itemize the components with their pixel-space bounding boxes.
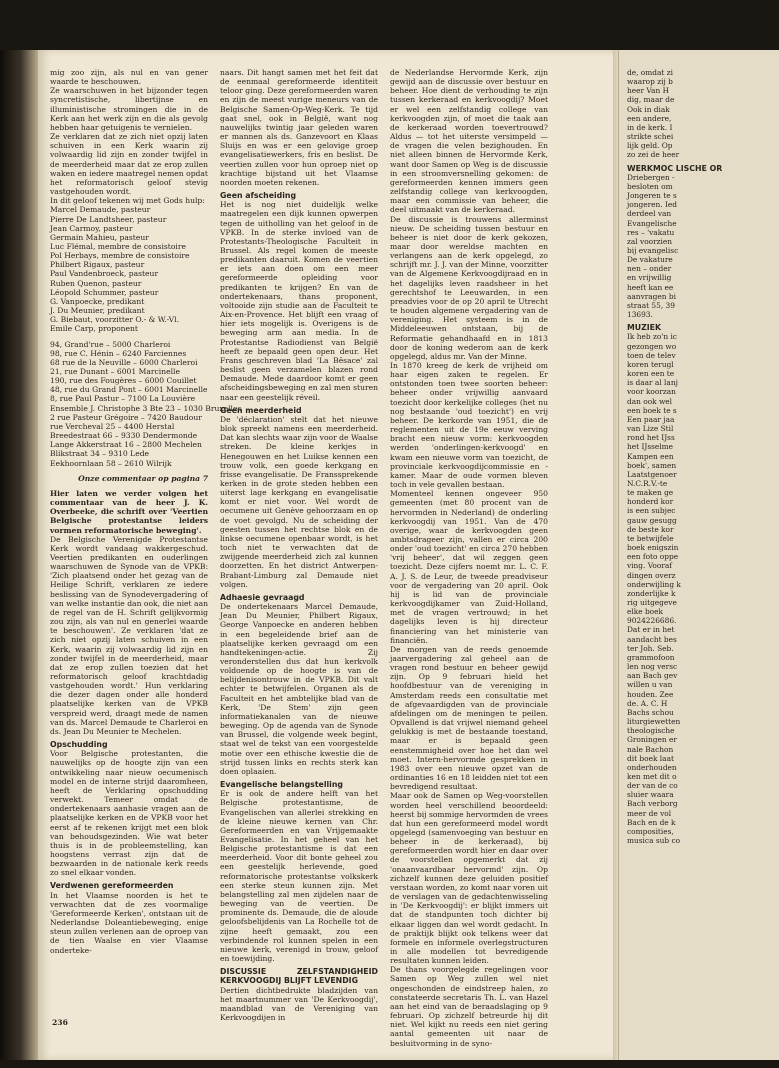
paragraph-belangstelling: Er is ook de andere helft van het Belgische protestantisme, de Evangelischen van allerlei strekking en de kleine nieuwe kernen van Chr. Gereformeerden en van Vrijgemaakte Evangelisatie. In het geheel van het Belgische protestantisme is dat een meerderheid. Voor dit bonte geheel zou een geestelijk herlevende, goed reformatorische protestantse volkskerk een sterke steun kunnen zijn. Met belangstelling zal men zijdelen naar de beweging van de veertien. De prominente ds. Demaude, die de aloude geloofsbelijdenis van La Rochelle tot de zijne heeft gemaakt, zou een verbindende rol kunnen spelen in een nieuwe kerk, verenigd in trouw, geloof en toewijding. [220,789,378,964]
facing-line: heer Van H [627,86,670,96]
facing-line: dit boek laat [627,753,674,763]
signatories-list [50,205,208,333]
facing-line: gauw gesugg [627,515,677,525]
signatory-name: Marcel Demaude, pasteur [50,205,151,215]
heading-belangstelling: Evangelische belangstelling [220,780,343,790]
declaration-paragraph: In dit geloof tekenen wij met Gods hulp: [50,196,205,206]
commentary-paragraph: De Belgische Verenigde Protestantse Kerk wordt vandaag wakkergeschud. Veertien predikanten en ouderlingen waarschuwen de Synode van de VPKB: 'Zich plaatsend onder het gezag van de Heilige Schrift, verklaren ze iedere beslissing van de Synodevergadering of van welke instantie dan ook, die niet aan de regel van de H. Schrift gelijkvormig zou zijn, als van nul en generlei waarde te beschouwen'. Ze verklaren 'dat ze zich niet opzij laten schuiven in een Kerk, waarin zij volwaardig lid zijn en zonder twijfel in de meerderheid, maar dat ze erop zullen toezien dat het reformatorisch geloof krachtdadig vastgehouden wordt.' Hun verklaring die dezer dagen onder alle honderd plaatselijke kerken van de VPKB verspreid werd, draagt mede de namen van ds. Marcel Demaude te Charleroi en ds. Jean Du Meunier te Mechelen. [50,534,208,736]
facing-line: dingen overz [627,570,676,580]
facing-line: Ik heb zo'n ic [627,332,677,342]
signatory-address: Blikstraat 34 – 9310 Lede [50,449,150,459]
page-number: 236 [52,1018,68,1027]
facing-line: grammofoon [627,652,675,662]
declaration-paragraph: Ze verklaren dat ze zich niet opzij laten schuiven in een Kerk waarin zij volwaardig lid zijn en zonder twijfel in de meerderheid maar dat ze erop zullen waken en iedere maatregel nemen opdat het reformatorisch geloof stevig vastgehouden wordt. [50,132,208,197]
signatory-address: 190, rue des Fougères – 6000 Couillet [50,376,197,386]
article-paragraph: De discussie is trouwens allerminst nieuw. De scheiding tussen bestuur en beheer is niet door de kerk gekozen, maar door wereldse machten en verlangens aan de kerk opgelegd, zo schrijft mr. J. J. van der Minne, voorzitter van de Algemene Kerkvoogdijraad en in het dagelijks leven raadsheer in het gerechtshof te Leeuwarden, in een preadvies voor de op 20 april te Utrecht te houden algemene vergadering van de vereniging. Het systeem is in de Middeleeuwen ontstaan, bij de Reformatie gehandhaafd en in 1813 door de koning wederom aan de kerk opgelegd, aldus mr. Van der Minne. [390,214,548,361]
signatory-name: G. Biebaut, voorzitter O.- & W.-Vl. [50,315,179,325]
heading-discussie: DISCUSSIE ZELFSTANDIGHEID KERKVOOGDIJ BLIJFT LEVENDIG [220,967,378,986]
facing-line: musica sub co [627,836,681,846]
continued-note: Onze commentaar op pagina 7 [78,473,208,483]
addresses-list [50,339,242,468]
facing-line: meer de vol [627,808,672,818]
signatory-name: Paul Vandenbroeck, pasteur [50,269,159,279]
signatory-name: Ruben Quenon, pasteur [50,278,142,288]
paragraph-discussie: Dertien dichtbedrukte bladzijden van het maartnummer van 'De Kerkvoogdij', maandblad van de Vereniging van Kerkvoogdijen in [220,985,378,1023]
facing-line: besloten om [627,181,673,191]
paragraph-col2-top: naars. Dit hangt samen met het feit dat de eenmaal gereformeerde identiteit teloor ging. Deze gereformeerden waren en zijn de meest vurige meneurs van de Belgische Samen-Op-Weg-Kerk. Te tijd gaat snel, ook in België, want nog nauwelijks twintig jaar geleden waren er mannen als ds. Ganzevoort en Klaas Sluijs en was er een gelovige groep evangelisatiewerkers, fris en beslist. De veertien zullen voor hun oproep niet op krachtige bijstand uit het Vlaamse noorden moeten rekenen. [220,68,378,187]
facing-line: zo zei de heer [627,150,680,160]
signatory-address: Breedestraat 66 – 9330 Dendermonde [50,431,198,441]
signatory-name: Jean Carmoy, pasteur [50,223,133,233]
facing-line: de. A. C. H [627,698,668,708]
facing-line: Groningen er [627,735,677,745]
facing-line: zal voorzien [627,236,673,246]
facing-line: is daar al lanj [627,378,678,388]
paragraph-gevraagd: De ondertekenaars Marcel Demaude, Jean Du Meunier, Philbert Rigaux, George Vanpoecke en anderen hebben in een begeleidende brief aan de plaatselijke kerken gevraagd om een handtekeningen-actie. Zij veronderstellen dus dat hun kerkvolk voldoende op de hoogte is van de belijdenisontrouw in de VPKB. Dit valt echter te betwijfelen. Organen als de Faculteit en het ambtelijke blad van de Kerk, 'De Stem' zijn geen informatiekanalen van de nieuwe beweging. Op de agenda van de Synode van Brussel, die volgende week begint, staat wel de tekst van een voorgestelde motie over een ethische kwestie die de strijd tussen links en rechts sterk kan doen oplaaien. [220,602,378,776]
facing-line: aan Bach gev [627,671,678,681]
facing-line: een boek te s [627,405,677,415]
article-paragraph: De morgen van de reeds genoemde jaarvergadering zal geheel aan de vragen rond bestuur en beheer gewijd zijn. Op 9 februari hield het hoofdbestuur van de vereniging in Amsterdam reeds een consultatie met de afgevaardigden van de provinciale afdelingen om de meningen te peilen. Opvallend is dat vrijwel niemand geheel gelukkig is met de bestaande toestand, maar er is bepaald geen eenstemmigheid over hoe het dan wel moet. Intern-hervormde gesprekken in 1983 over een nieuwe opzet van de ordinanties 16 en 18 leidden niet tot een bevredigend resultaat. [390,644,548,792]
signatory-name: Luc Flémal, membre de consistoire [50,241,186,251]
kerkvoogdij-article [390,68,548,1048]
facing-line: len nog versc [627,662,678,672]
facing-line: Driebergen - [627,172,675,182]
declaration-paragraph: mig zoo zijn, als nul en van gener waarde te beschouwen. [50,68,208,87]
paragraph-opschudding: Voor Belgische protestanten, die nauwelijks op de hoogte zijn van een ontwikkeling naar nieuw oecumenisch model en de interne strijd daaromheen, heeft de Verklaring opschudding verwekt. Temeer omdat de ondertekenaars aanhasie vragen aan de plaatselijke kerken en de VPKB voor het eerst af te rekenen krijgt met een blok van behoudsgezinden. Wie wat beter thuis is in de probleemstelling, kan hoogstens verrast zijn dat de bezwaarden in de nationale kerk reeds zo snel elkaar vonden. [50,749,208,878]
signatory-name: Emile Carp, proponent [50,324,138,334]
signatory-address: 48, rue du Grand Pont – 6001 Marcinelle [50,385,208,395]
facing-line: ken met dit o [627,771,677,781]
column-4 [627,68,777,1023]
facing-line: sluier waara [627,790,674,800]
facing-line: Jongeren te s [627,191,677,201]
signatory-address: 98, rue C. Hénin – 6240 Farciennes [50,348,187,358]
signatory-address: 21, rue Dunant – 6001 Marcinelle [50,367,180,376]
facing-line: Bachs schou [627,707,674,717]
signatory-address: Eekhoornlaan 58 – 2610 Wilrijk [50,458,172,468]
paragraph-verdwenen: In het Vlaamse noorden is het te verwachten dat de zes voormalige 'Gereformeerde Kerken', ontstaan uit de Nederlandse Doleantiebeweging, enige steun zullen verlenen aan de oproep van de tien Waalse en vier Vlaamse onderteke- [50,890,208,955]
facing-line: nale Bachon [627,744,674,754]
signatory-name: Pierre De Landtsheer, pasteur [50,214,167,224]
facing-line: nen – onder [627,264,672,274]
facing-line: zonderlijke k [627,588,676,598]
facing-line: straat 55, 39 [627,300,675,310]
facing-line: boek', samen [627,460,677,470]
facing-line: voor koorzan [627,387,676,397]
article-paragraph: De thans voorgelegde regelingen voor Samen op Weg zullen wel niet ongeschonden de eindstreep halen, zo constateerde secretaris Th. L. van Hazel aan het eind van de beraadslaging op 9 februari. Op zichzelf betreurde hij dit niet. Wel kijkt nu reeds een niet gering aantal gemeenten uit naar de besluitvorming in de syno- [390,965,548,1048]
facing-line: in de kerk. I [627,122,673,132]
facing-line: N.C.R.V.-te [627,478,668,488]
heading-meerderheid: Geen meerderheid [220,405,302,415]
facing-text-bottom [627,332,777,845]
facing-line: houden. Zee [627,689,674,699]
facing-line: der van de co [627,781,678,791]
facing-line: rig uitgegeve [627,598,677,607]
facing-line: dig, maar de [627,95,675,105]
signatory-address: Lange Akkerstraat 16 – 2800 Mechelen [50,440,202,450]
facing-line: onderhouden [627,762,677,772]
signatory-address: 8, rue Paul Pastur – 7100 La Louvière [50,394,196,404]
facing-line: van Lize Stil [627,424,674,434]
facing-line: Ook in diak [627,104,670,114]
signatory-address: 2 rue Pasteur Grégoire – 7420 Baudour [50,412,202,422]
facing-line: een foto oppe [627,552,679,562]
signatory-address: Ensemble J. Christophe 3 Bte 23 – 1030 Bruxelles [50,403,242,413]
facing-line: waarop zij b [627,77,673,87]
facing-line: de beste kor [627,524,674,534]
column-3 [390,68,548,1048]
facing-line: Dat er in het [627,625,675,635]
paragraph-meerderheid: De 'déclaration' stelt dat het nieuwe blok spreekt namens een meerderheid. Dat kan slechts waar zijn voor de Waalse streken. De kleine kerkjes in Henegouwen en het Luikse kennen een trouw volk, een goede kerkgang en frisse evangelisatie. De Franssprekende kerken in de grote steden hebben een uiterst lage kerkgang en evangelisatie komt er niet voor. Wel wordt de oecumene uit Genève gehoorzaam en op de voet gevolgd. Nu de scheiding der geesten tussen het rechtse blok en de linkse oecumene openbaar wordt, is het toch niet te verwachten dat de zwijgende meerderheid zich zal kunnen doorzetten. En het district Antwerpen-Brabant-Limburg zal Demaude niet volgen. [220,414,378,589]
facing-line: strikte schei [627,132,674,142]
signatory-address: rue Vercheval 25 – 4400 Herstal [50,421,175,431]
commentary-intro: Hier laten we verder volgen het commentaar van de heer J. K. Overbeeke, die schrift over 'Veertien Belgische protestantse leiders vormen reformatorische beweging'. [50,488,208,535]
magazine-page [38,50,738,1060]
facing-line: derdeel van [627,209,672,219]
facing-line: een andere, [627,113,672,123]
facing-line: aanvragen bi [627,291,676,301]
signatory-address: 68 rue de la Neuville – 6000 Charleroi [50,357,198,367]
facing-line: lijk geld. Op [627,141,673,151]
commentary-body [50,535,208,736]
facing-line: res – 'vakatu [627,227,675,237]
signatory-name: Pol Herbays, membre de consistoire [50,251,190,261]
heading-muziek: MUZIEK [627,323,662,333]
heading-afscheiding: Geen afscheiding [220,191,297,201]
book-spine [0,50,38,1060]
facing-line: liturgiewetten [627,717,681,727]
facing-line: koren een te [627,369,675,379]
paragraph-afscheiding: Het is nog niet duidelijk welke maatregelen een dijk kunnen opwerpen tegen de uitholling van het geloof in de VPKB. In de sterke invloed van de Protestants-Theologische Faculteit in Brussel. Als regel komen de meeste predikanten daaruit. Komen de veertien er iets aan doen om een meer gereformeerde opleiding voor predikanten te krijgen? En van de ondertekenaars, thans proponent, voltooide zijn studie aan de Faculteit te Aix-en-Provence. Het blijft een vraag of hier iets mogelijk is. Overigens is de beweging arm aan media. In de Protestantse Radiodienst van België heeft ze bepaald geen open deur. Het Frans geschreven blad 'La Bêsace' zal beslist geen verzamelen blazen rond Demaude. Mede daardoor komt er geen afscheidingsbeweging en zal men sturen naar een geestelijk réveil. [220,200,378,402]
signatory-address: 94, Grand'rue – 5000 Charleroi [50,339,171,349]
facing-line: Evangelische [627,218,677,228]
signatory-name: Léopold Schummer, pasteur [50,287,159,297]
facing-text-top [627,68,777,160]
article-paragraph: de Nederlandse Hervormde Kerk, zijn gewijd aan de discussie over bestuur en beheer. Hoe dient de verhouding te zijn tussen kerkeraad en kerkvoogdij? Moet er wel een zelfstandig college van kerkvoogden zijn, of moet die taak aan de kerkeraad worden toevertrouwd? Aldus — tot het uiterste versimpeld — de vragen die velen bezighouden. En niet alleen binnen de Hervormde Kerk, want door Samen op Weg is de discussie in een stroomversnelling gekomen: de gereformeerden kennen immers geen zelfstandig college van kerkvoogden, maar een commissie van beheer, die deel uitmaakt van de kerkeraad. [390,68,548,215]
facing-line: koren terugl [627,359,674,369]
facing-line: en vrijwillig [627,273,672,283]
facing-line: heeft kan ee [627,282,674,292]
facing-line: dan ook wel [627,396,673,406]
heading-verdwenen: Verdwenen gereformeerden [50,881,174,891]
facing-line: aandacht bes [627,634,677,644]
facing-line: de, omdat zi [627,68,673,77]
facing-line: Bach en de k [627,817,676,827]
facing-line: composities, [627,826,674,836]
facing-line: boek enigszin [627,543,679,553]
heading-gevraagd: Adhaesie gevraagd [220,592,305,602]
facing-text-middle [627,173,777,320]
article-paragraph: Momenteel kennen ongeveer 950 gemeenten (met 80 procent van de hervormden in Nederland) de onderling kerkvoogdij van 1951. Van de 470 overige, waar de kerkvoogden geen ambtsdrageer zijn, vallen er circa 200 onder 'oud toezicht' en circa 270 hebben 'vrij beheer', dat wil zeggen geen toezicht. Deze cijfers noemt mr. L. C. F. A. J. S. de Leur, de tweede preadviseur voor de vergadering van 20 april. Ook hij is lid van de provinciale kerkvoogdijkamer van Zuid-Holland, met de vragen vertrouwd; in het dagelijks leven is hij directeur financiering van het ministerie van financiën. [390,489,548,645]
facing-line: gezongen wo [627,341,677,351]
article-paragraph: Maar ook de Samen op Weg-voorstellen worden heel verschillend beoordeeld: heerst bij sommige hervormden de vrees dat hun een gereformeerd model wordt opgelegd (samenvoeging van bestuur en beheer in de kerkeraad), bij gereformeerden wordt hier en daar over de voorstellen opgemerkt dat zij 'onaanvaardbaar hervormd' zijn. Op zichzelf kunnen deze geluiden positief verstaan worden, zo komt naar voren uit de verslagen van de gedachtenwisseling in 'De Kerkvoogdij': er blijkt immers uit dat de standpunten toch dichter bij elkaar liggen dan wel wordt gedacht. In de praktijk blijkt ook telkens weer dat formele en informele overlegstructuren in alle modellen tot bevredigende resultaten kunnen leiden. [390,791,548,966]
facing-line: het IJsselme [627,442,674,452]
heading-werkmoc: WERKMOC LISCHE OR [627,163,723,173]
facing-line: toen de telev [627,350,676,360]
facing-line: elke boek [627,607,663,617]
facing-line: Kampen een [627,451,674,461]
facing-line: Bach verborg [627,799,678,809]
facing-line: honderd kor [627,497,674,507]
facing-line: ter Joh. Seb. [627,643,674,653]
facing-line: rond het IJss [627,433,675,443]
signatory-name: J. Du Meunier, predikant [50,306,145,316]
article-paragraph: In 1870 kreeg de kerk de vrijheid om haar eigen zaken te regelen. Er ontstonden toen twee soorten beheer: beheer onder vrijwillig aanvaard toezicht door kerkelijke colleges (het nu nog bestaande 'oud toezicht') en vrij beheer. De kerkorde van 1951, die de reglementen uit de 19e eeuw verving bracht een nieuw vorm: kerkvoogden werden 'onderlingen-kerkvoogd' en kwam een nieuwe vorm van toezicht, de provinciale kerkvoogdijcommissie en -kamer. Maar de oude vormen bleven toch in vele gevallen bestaan. [390,361,548,490]
signatory-name: Philbert Rigaux, pasteur [50,260,145,270]
column-1 [50,68,242,1023]
facing-line: willen u van [627,680,673,690]
facing-line: Een paar jaa [627,414,675,424]
facing-line: 9024226686. [627,616,677,626]
facing-line: theologische [627,726,675,736]
facing-page [618,50,779,1060]
declaration-closing [50,68,208,205]
facing-line: te betwijfele [627,533,674,543]
facing-line: Laatstgenoer [627,469,677,479]
facing-line: ving. Vooraf [627,561,672,571]
signatory-name: Germain Mahieu, pasteur [50,232,149,242]
column-2 [220,68,378,1023]
facing-line: 13693. [627,310,653,320]
signatory-name: G. Vanpoecke, predikant [50,296,145,306]
facing-line: onderwijling k [627,579,681,589]
facing-line: jongeren. Ied [627,200,677,210]
heading-opschudding: Opschudding [50,740,108,750]
facing-line: is een subjec [627,506,676,516]
declaration-paragraph: Ze waarschuwen in het bijzonder tegen syncretistische, libertijnse en illuministische stromingen die in de Kerk aan het werk zijn en die als gevolg hebben haar getuigenis te vernielen. [50,86,208,132]
facing-line: De vakature [627,255,673,265]
facing-line: bij evangelisc [627,246,679,256]
facing-line: te maken ge [627,488,674,498]
